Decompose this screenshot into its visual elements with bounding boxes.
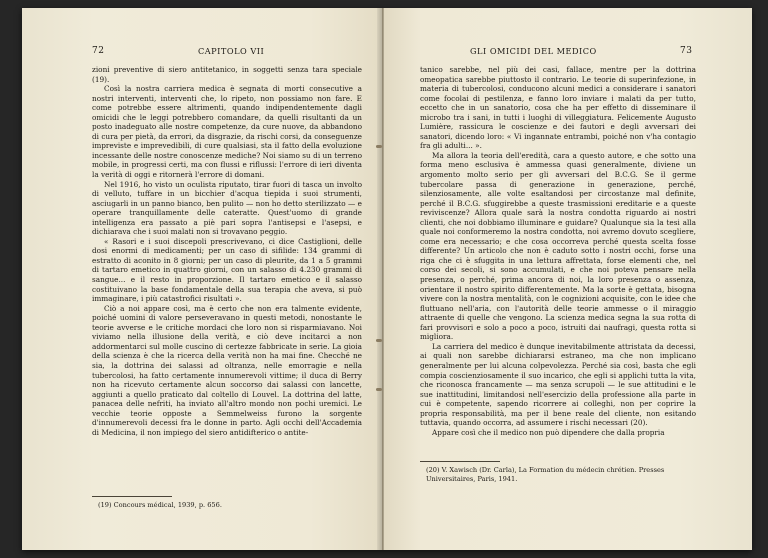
footnote-rule (420, 461, 500, 462)
paragraph: Ma allora la teoria dell'eredità, cara a questo autore, e che sotto una forma meno esclusiva è ammessa quasi generalmente, diviene un argomento molto serio per gli avversari del B.C.G. Se il germe tubercolare passa di generazione in generazione, perché, silenziosamente, alle volte esaltandosi per circostanze mal definite, perché il B.C.G. sfuggirebbe a queste trasmissioni ereditarie e a queste reviviscenze? Allora quale sarà la nostra condotta riguardo ai nostri clienti, che noi dobbiamo illuminare e guidare? Qualunque sia la tesi alla quale noi conformeremo la nostra condotta, noi avremo dovuto scegliere, come era necessario; e che cosa occorreva perché questa scelta fosse differente? Un articolo che non è caduto sotto i nostri occhi, forse una riga che ci è sfuggita in una lettura affrettata, forse elementi che, nel corso dei secoli, si sono accumulati, e che noi poteva pensare nella presenza, o perché, prima ancora di noi, la loro presenza o assenza, orientare il nostro spirito differentemente. Ma la sorte è gettata, bisogna vivere con la nostra mentalità, con le cognizioni acquisite, con le idee che fluttuano nell'aria, con l'autorità delle teorie ammesse o il miraggio attraente di quelle che vengono. La scienza medica segna la sua rotta di fari provvisori e solo a poco a poco, istruiti dai naufragi, questa rotta si migliora. (420, 150, 696, 342)
paragraph: Così la nostra carriera medica è segnata di morti consecutive a nostri interventi, interventi che, lo ripeto, non possiamo non fare. E come potrebbe essere altrimenti, quando indipendentemente dagli omicidi che le leggi potrebbero comandare, da quelli risultanti da un posto inadeguato alle nostre competenze, da cure nuove, da abbandono di cura per pietà, da errori, da disgrazie, da rischi corsi, da conseguenze impreviste e imprevedibili, di cure qualsiasi, sta il fatto della evoluzione incessante delle nostre conoscenze mediche? Noi siamo su di un terreno mobile, in progressi certi, ma con flussi e riflussi: l'errore di ieri diventa la verità di oggi e ritornerà l'errore di domani. (92, 84, 362, 180)
right-page (384, 8, 752, 550)
right-body-text (420, 65, 696, 437)
open-book (22, 8, 752, 550)
left-body-text (92, 65, 362, 437)
left-footnote: (19) Concours médical, 1939, p. 656. (98, 501, 222, 509)
paragraph: « Rasori e i suoi discepoli prescrivevano, ci dice Castiglioni, delle dosi enormi di medicamenti; per un caso di sifilide: 134 grammi di estratto di aconito in 8 giorni; per un caso di pleurite, da 1 a 5 grammi di tartaro emetico in quattro giorni, con un salasso di 4.230 grammi di sangue... e il resto in proporzione. Il tartaro emetico e il salasso costituivano la base fondamentale della sua terapia che aveva, si può immaginare, i più catastrofici risultati ». (92, 236, 362, 304)
paragraph: tanico sarebbe, nel più dei casi, fallace, mentre per la dottrina omeopatica sarebbe piuttosto il contrario. Le teorie di superinfezione, in materia di tubercolosi, conducono alcuni medici a considerare i sanatori come focolai di pestilenza, e fanno loro inviare i malati da per tutto, eccetto che in un sanatorio, cosa che ha per effetto di disseminare il microbo tra i sani, in tutti i luoghi di villeggiatura. Felicemente Augusto Lumière, rassicura le coscienze e dei fautori e degli avversari dei sanatori, dicendo loro: « Vi ingannate entrambi, poiché non v'ha contagio fra gli adulti... ». (420, 65, 696, 151)
paragraph: zioni preventive di siero antitetanico, in soggetti senza tara speciale (19). (92, 65, 362, 84)
binding-stitch (376, 339, 382, 342)
right-page-number: 73 (680, 46, 693, 56)
binding-stitch (376, 388, 382, 391)
paragraph: Ciò a noi appare così, ma è certo che non era talmente evidente, poiché uomini di valore perseveravano in questi metodi, nonostante le teorie avverse e le critiche mordaci che loro non si risparmiavano. Noi viviamo nella illusione della verità, e ciò deve incitarci a non addormentarci sul molle cuscino di certezze fabbricate in serie. La gioia della scienza è che la ricerca della verità non ha mai fine. Checché ne sia, la dottrina dei salassi ad oltranza, nelle emorragie e nella tubercolosi, ha fatto certamente innumerevoli vittime; il duca di Berry non ha ricevuto certamente alcun soccorso dai salassi con lancette, aggiunti a quello praticato dal coltello di Louvel. La dottrina del latte, panacea delle nefriti, ha inviato all'altro mondo non pochi uremici. Le vecchie teorie opposte a Semmelweiss furono la sorgente d'innumerevoli decessi fra le donne in parto. Agli occhi dell'Accademia di Medicina, il non impiego del siero antidifterico o antite- (92, 303, 362, 437)
right-footnote: (20) V. Xawisch (Dr. Carla), La Formation du médecin chrétien. Presses Universitaires, Paris, 1941. (426, 466, 665, 483)
left-page-number: 72 (92, 46, 105, 56)
paragraph: Nel 1916, ho visto un oculista riputato, tirar fuori di tasca un involto di velluto, tuffare in un bicchier d'acqua tiepida i suoi strumenti, asciugarli in un panno bianco, ben pulito — non ho detto sterilizzato — e operare tranquillamente delle cateratte. Quest'uomo di grande intelligenza era passato a piè pari sopra l'antisepsi e l'asepsi, e dichiarava che i suoi malati non si trovavano peggio. (92, 179, 362, 237)
left-running-head: CAPITOLO VII (198, 46, 265, 56)
right-running-head: GLI OMICIDI DEL MEDICO (470, 46, 597, 56)
paragraph: Appare così che il medico non può dipendere che dalla propria (432, 427, 665, 437)
binding-stitch (376, 145, 382, 148)
paragraph: La carriera del medico è dunque inevitabilmente attristata da decessi, ai quali non sarebbe dichiararsi estraneo, ma che non implicano generalmente per lui alcuna colpevolezza. Perché sia così, basta che egli compia coscienziosamente il suo incarico, che egli si applichi tutta la vita, che riconosca francamente — ma senza scrupoli — le sue attitudini e le sue inattitudini, limitandosi nell'esercizio della professione alla parte in cui è competente, sapendo ricorrere ai colleghi, non per coprire la propria responsabilità, ma per il bene reale del cliente, non esitando tuttavia, quando occorra, ad assumere i rischi necessari (20). (420, 341, 696, 428)
footnote-rule (92, 496, 172, 497)
left-page (22, 8, 383, 550)
